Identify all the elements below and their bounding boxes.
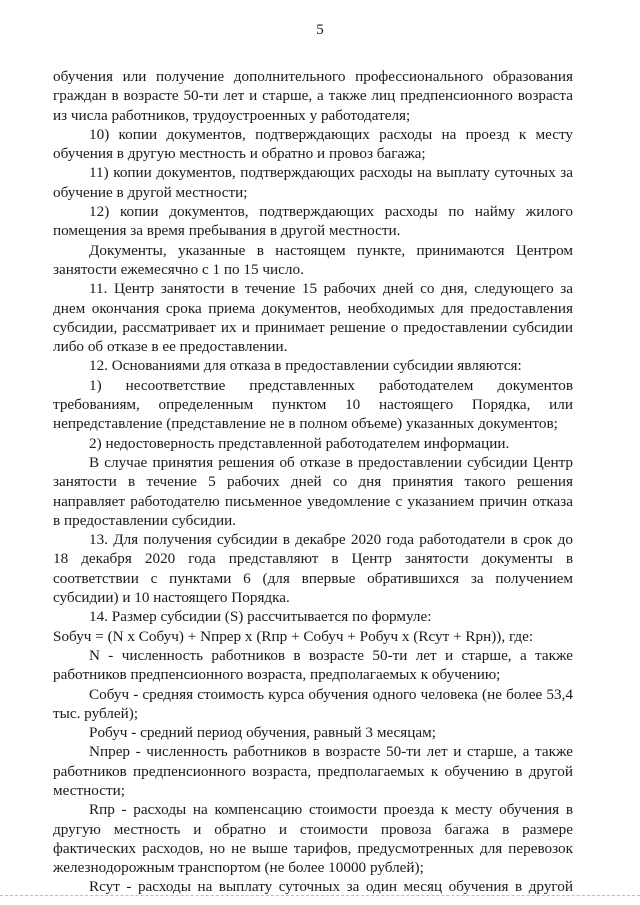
paragraph-documents-accepted: Документы, указанные в настоящем пункте, принимаются Центром занятости ежемесячно с 1 по 15 число. — [53, 241, 573, 278]
paragraph-refusal-reason-2: 2) недостоверность представленной работодателем информации. — [89, 434, 510, 452]
paragraph-section-11: 11. Центр занятости в течение 15 рабочих дней со дня, следующего за днем окончания срока приема документов, необходимых для предоставления субсидии, рассматривает их и принимает решение о предоставлении субсидии либо об отказе в ее предоставлении. — [53, 280, 573, 356]
paragraph-item-10: 10) копии документов, подтверждающих расходы на проезд к месту обучения в другую местность и обратно и провоз багажа; — [53, 125, 573, 163]
definition-n: N - численность работников в возрасте 50-ти лет и старше, а также работников предпенсионного возраста, предполагаемых к обучению; — [53, 646, 573, 684]
document-body — [53, 67, 573, 897]
definition-nprer: Nпрер - численность работников в возрасте 50-ти лет и старше, а также работников предпенсионного возраста, предполагаемых к обучению в другой местности; — [53, 743, 573, 799]
paragraph-item-11: 11) копии документов, подтверждающих расходы на выплату суточных за обучение в другой местности; — [53, 164, 573, 201]
paragraph-continuation: обучения или получение дополнительного профессионального образования граждан в возрасте 50-ти лет и старше, а также лиц предпенсионного возраста из числа работников, трудоустроенных у работодателя; — [53, 68, 573, 124]
scan-edge-line — [0, 895, 640, 897]
definition-pobuch: Pобуч - средний период обучения, равный 3 месяцам; — [89, 724, 436, 742]
formula: Sобуч = (N х Cобуч) + Nпрер х (Rпр + Cобуч + Pобуч х (Rсут + Rрн)), где: — [53, 627, 534, 645]
paragraph-refusal-notice: В случае принятия решения об отказе в предоставлении субсидии Центр занятости в течение 5 рабочих дней со дня принятия такого решения направляет работодателю письменное уведомление с указанием причин отказа в предоставлении субсидии. — [53, 453, 573, 529]
paragraph-refusal-reason-1: 1) несоответствие представленных работодателем документов требованиям, определенным пунктом 10 настоящего Порядка, или непредставление (представление не в полном объеме) указанных документов; — [53, 376, 573, 433]
definition-rpr: Rпр - расходы на компенсацию стоимости проезда к месту обучения в другую местность и обратно и стоимости провоза багажа в размере фактических расходов, но не выше тарифов, предусмотренных для перевозок железнодорожным транспортом (не более 10000 рублей); — [53, 801, 573, 877]
paragraph-section-13: 13. Для получения субсидии в декабре 2020 года работодатели в срок до 18 декабря 2020 года представляют в Центр занятости документы в соответствии с пунктами 6 (для впервые обратившихся за получением субсидии) и 10 настоящего Порядка. — [53, 531, 573, 607]
page-number: 5 — [316, 22, 324, 38]
definition-rsut: Rсут - расходы на выплату суточных за один месяц обучения в другой — [89, 878, 573, 896]
paragraph-item-12: 12) копии документов, подтверждающих расходы по найму жилого помещения за время пребывания в другой местности. — [53, 203, 573, 240]
paragraph-section-14: 14. Размер субсидии (S) рассчитывается по формуле: — [89, 608, 432, 626]
paragraph-section-12: 12. Основаниями для отказа в предоставлении субсидии являются: — [89, 357, 522, 375]
definition-cobuch: Cобуч - средняя стоимость курса обучения одного человека (не более 53,4 тыс. рублей); — [53, 685, 573, 722]
